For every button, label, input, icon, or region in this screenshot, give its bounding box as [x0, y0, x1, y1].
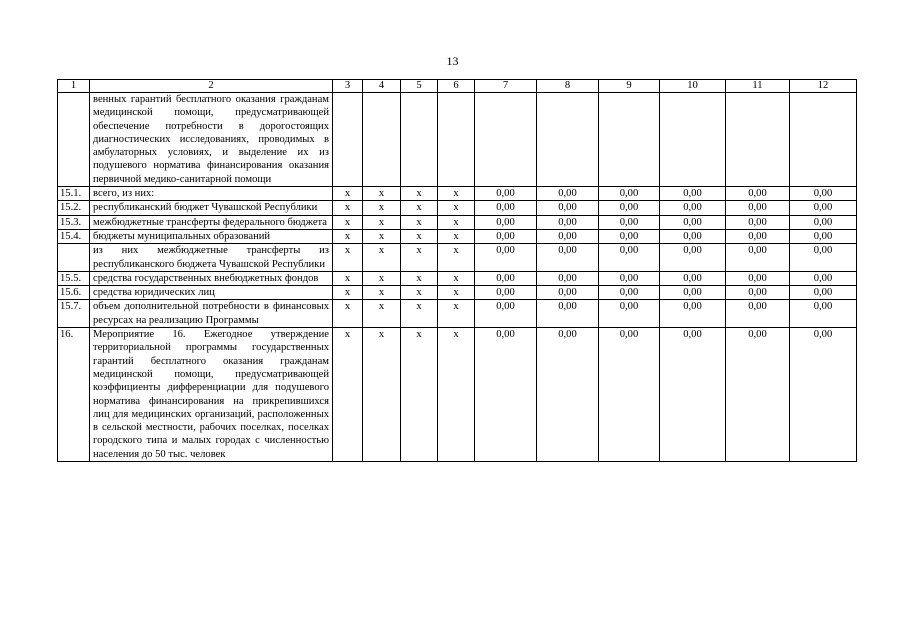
column-header-5: 5 [401, 80, 438, 93]
cell-col-12: 0,00 [790, 215, 857, 229]
table-row [58, 271, 857, 285]
cell-col-4: х [363, 187, 401, 201]
row-description: средства государственных внебюджетных фондов [90, 271, 333, 285]
table-body [58, 80, 857, 462]
cell-col-10: 0,00 [660, 187, 726, 201]
cell-col-3: х [333, 271, 363, 285]
cell-col-8: 0,00 [537, 286, 599, 300]
column-header-10: 10 [660, 80, 726, 93]
cell-col-8: 0,00 [537, 187, 599, 201]
row-description: межбюджетные трансферты федерального бюджета [90, 215, 333, 229]
cell-col-3: х [333, 244, 363, 272]
cell-col-7: 0,00 [475, 286, 537, 300]
cell-col-5: х [401, 286, 438, 300]
cell-col-7: 0,00 [475, 187, 537, 201]
cell-col-10: 0,00 [660, 271, 726, 285]
row-description: республиканский бюджет Чувашской Республики [90, 201, 333, 215]
row-description: средства юридических лиц [90, 286, 333, 300]
cell-col-5: х [401, 244, 438, 272]
column-header-2: 2 [90, 80, 333, 93]
cell-col-8: 0,00 [537, 201, 599, 215]
cell-col-5: х [401, 215, 438, 229]
budget-table [57, 79, 857, 462]
row-number: 15.2. [58, 201, 90, 215]
cell-col-11: 0,00 [726, 215, 790, 229]
cell-col-4 [363, 93, 401, 187]
cell-col-3: х [333, 187, 363, 201]
cell-col-12: 0,00 [790, 271, 857, 285]
cell-col-12 [790, 93, 857, 187]
row-description: бюджеты муниципальных образований [90, 229, 333, 243]
cell-col-12: 0,00 [790, 286, 857, 300]
cell-col-10: 0,00 [660, 244, 726, 272]
cell-col-9: 0,00 [599, 215, 660, 229]
cell-col-10: 0,00 [660, 229, 726, 243]
cell-col-5: х [401, 300, 438, 328]
cell-col-8: 0,00 [537, 300, 599, 328]
cell-col-7: 0,00 [475, 244, 537, 272]
cell-col-6: х [438, 215, 475, 229]
table-row [58, 244, 857, 272]
cell-col-11: 0,00 [726, 328, 790, 462]
cell-col-7: 0,00 [475, 271, 537, 285]
row-number [58, 244, 90, 272]
cell-col-8: 0,00 [537, 229, 599, 243]
row-number: 15.5. [58, 271, 90, 285]
page-number: 13 [446, 54, 459, 68]
table-row [58, 300, 857, 328]
row-description: объем дополнительной потребности в финансовых ресурсах на реализацию Программы [90, 300, 333, 328]
row-description: всего, из них: [90, 187, 333, 201]
cell-col-7: 0,00 [475, 229, 537, 243]
cell-col-11: 0,00 [726, 300, 790, 328]
cell-col-3: х [333, 201, 363, 215]
cell-col-11 [726, 93, 790, 187]
cell-col-4: х [363, 328, 401, 462]
cell-col-11: 0,00 [726, 244, 790, 272]
cell-col-9: 0,00 [599, 187, 660, 201]
cell-col-3: х [333, 300, 363, 328]
cell-col-7: 0,00 [475, 328, 537, 462]
cell-col-10: 0,00 [660, 215, 726, 229]
cell-col-7: 0,00 [475, 215, 537, 229]
table-row [58, 286, 857, 300]
cell-col-11: 0,00 [726, 271, 790, 285]
cell-col-7 [475, 93, 537, 187]
cell-col-8: 0,00 [537, 215, 599, 229]
cell-col-5 [401, 93, 438, 187]
cell-col-4: х [363, 286, 401, 300]
row-number: 15.1. [58, 187, 90, 201]
cell-col-3: х [333, 328, 363, 462]
cell-col-6: х [438, 244, 475, 272]
cell-col-10: 0,00 [660, 300, 726, 328]
cell-col-8: 0,00 [537, 271, 599, 285]
cell-col-12: 0,00 [790, 201, 857, 215]
cell-col-9: 0,00 [599, 244, 660, 272]
cell-col-8 [537, 93, 599, 187]
row-number [58, 93, 90, 187]
cell-col-9: 0,00 [599, 286, 660, 300]
cell-col-6: х [438, 187, 475, 201]
cell-col-11: 0,00 [726, 187, 790, 201]
cell-col-6: х [438, 201, 475, 215]
row-number: 16. [58, 328, 90, 462]
row-number: 15.6. [58, 286, 90, 300]
cell-col-12: 0,00 [790, 300, 857, 328]
cell-col-7: 0,00 [475, 201, 537, 215]
column-header-1: 1 [58, 80, 90, 93]
cell-col-8: 0,00 [537, 244, 599, 272]
table-row [58, 215, 857, 229]
column-header-7: 7 [475, 80, 537, 93]
cell-col-4: х [363, 300, 401, 328]
cell-col-3: х [333, 286, 363, 300]
column-header-4: 4 [363, 80, 401, 93]
table-row [58, 229, 857, 243]
cell-col-4: х [363, 201, 401, 215]
cell-col-11: 0,00 [726, 201, 790, 215]
column-header-8: 8 [537, 80, 599, 93]
cell-col-11: 0,00 [726, 286, 790, 300]
row-description: Мероприятие 16. Ежегодное утверждение территориальной программы государственных гарантий бесплатного оказания гражданам медицинской помощи, предусматривающей коэффициенты дифференциации для подушевого норматива финансирования на прикрепившихся лиц для медицинских организаций, расположенных в сельской местности, рабочих поселках, поселках городского типа и малых городах с численностью населения до 50 тыс. человек [90, 328, 333, 462]
cell-col-3: х [333, 229, 363, 243]
cell-col-5: х [401, 328, 438, 462]
table-row [58, 187, 857, 201]
cell-col-4: х [363, 215, 401, 229]
cell-col-10: 0,00 [660, 201, 726, 215]
row-description: из них межбюджетные трансферты из республиканского бюджета Чувашской Республики [90, 244, 333, 272]
row-description: венных гарантий бесплатного оказания гражданам медицинской помощи, предусматривающей обеспечение потребности в дорогостоящих диагностических исследованиях, проводимых в амбулаторных условиях, и выделение их из подушевого норматива финансирования оказания первичной медико-санитарной помощи [90, 93, 333, 187]
cell-col-9: 0,00 [599, 300, 660, 328]
row-number: 15.7. [58, 300, 90, 328]
row-number: 15.4. [58, 229, 90, 243]
column-header-9: 9 [599, 80, 660, 93]
cell-col-5: х [401, 201, 438, 215]
cell-col-5: х [401, 187, 438, 201]
cell-col-4: х [363, 229, 401, 243]
table-row [58, 201, 857, 215]
cell-col-3: х [333, 215, 363, 229]
cell-col-9: 0,00 [599, 328, 660, 462]
cell-col-9: 0,00 [599, 201, 660, 215]
cell-col-12: 0,00 [790, 187, 857, 201]
cell-col-4: х [363, 271, 401, 285]
cell-col-6: х [438, 300, 475, 328]
cell-col-11: 0,00 [726, 229, 790, 243]
cell-col-10 [660, 93, 726, 187]
row-number: 15.3. [58, 215, 90, 229]
cell-col-3 [333, 93, 363, 187]
column-header-11: 11 [726, 80, 790, 93]
table-header-row [58, 80, 857, 93]
cell-col-12: 0,00 [790, 328, 857, 462]
cell-col-5: х [401, 271, 438, 285]
cell-col-5: х [401, 229, 438, 243]
cell-col-10: 0,00 [660, 328, 726, 462]
cell-col-12: 0,00 [790, 244, 857, 272]
cell-col-8: 0,00 [537, 328, 599, 462]
cell-col-4: х [363, 244, 401, 272]
cell-col-9: 0,00 [599, 271, 660, 285]
cell-col-6: х [438, 271, 475, 285]
cell-col-6: х [438, 229, 475, 243]
cell-col-10: 0,00 [660, 286, 726, 300]
cell-col-6: х [438, 328, 475, 462]
table-row [58, 328, 857, 462]
table-row [58, 93, 857, 187]
cell-col-6 [438, 93, 475, 187]
cell-col-7: 0,00 [475, 300, 537, 328]
column-header-6: 6 [438, 80, 475, 93]
column-header-12: 12 [790, 80, 857, 93]
column-header-3: 3 [333, 80, 363, 93]
cell-col-9: 0,00 [599, 229, 660, 243]
cell-col-9 [599, 93, 660, 187]
cell-col-6: х [438, 286, 475, 300]
cell-col-12: 0,00 [790, 229, 857, 243]
